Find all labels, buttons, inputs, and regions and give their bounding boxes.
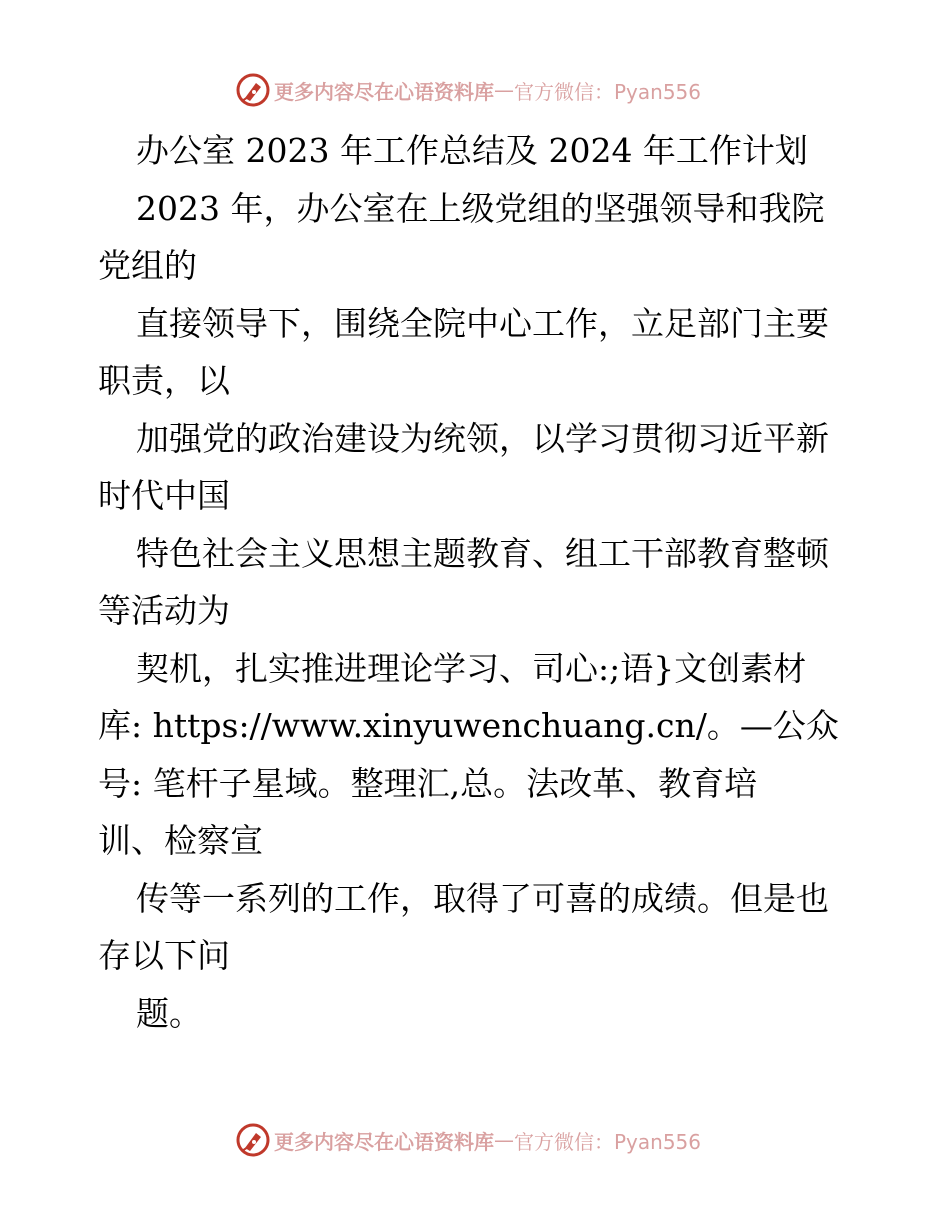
paragraph-line: 2023 年，办公室在上级党组的坚强领导和我院: [136, 188, 825, 228]
paragraph-line: 特色社会主义思想主题教育、组工干部教育整顿: [136, 533, 829, 573]
paragraph-line: 训、检察宣: [98, 821, 263, 860]
paragraph-line: 直接领导下，围绕全院中心工作，立足部门主要: [136, 303, 829, 343]
paragraph-line: 加强党的政治建设为统领，以学习贯彻习近平新: [136, 418, 829, 458]
paragraph-line: 存以下问: [98, 936, 230, 975]
paragraph-line: 时代中国: [98, 476, 230, 515]
paragraph-line: 传等一系列的工作，取得了可喜的成绩。但是也: [136, 878, 829, 918]
paragraph-line: 党组的: [98, 246, 197, 285]
paragraph-line: 职责，以: [98, 361, 230, 400]
banner-wechat-text: 官方微信：Pyan556: [514, 79, 702, 104]
pen-nib-logo-icon: [236, 1123, 270, 1157]
paragraph-line: 等活动为: [98, 591, 230, 630]
banner-wechat-text: 官方微信：Pyan556: [514, 1129, 702, 1154]
banner-main-text: 更多内容尽在心语资料库: [274, 1129, 494, 1154]
footer-banner: [236, 1122, 701, 1158]
document-title: 办公室 2023 年工作总结及 2024 年工作计划: [136, 131, 808, 170]
paragraph-line: 库: https://www.xinyuwenchuang.cn/。—公众: [98, 706, 839, 745]
paragraph-line: 契机，扎实推进理论学习、司心:;语}文创素材: [136, 648, 807, 688]
header-banner: [236, 72, 701, 108]
banner-separator: —: [494, 78, 514, 102]
pen-nib-logo-icon: [236, 73, 270, 107]
banner-main-text: 更多内容尽在心语资料库: [274, 79, 494, 104]
paragraph-line: 题。: [136, 993, 202, 1033]
paragraph-line: 号: 笔杆子星域。整理汇,总。法改革、教育培: [98, 763, 758, 803]
banner-separator: —: [494, 1128, 514, 1152]
document-body: [98, 122, 858, 1042]
